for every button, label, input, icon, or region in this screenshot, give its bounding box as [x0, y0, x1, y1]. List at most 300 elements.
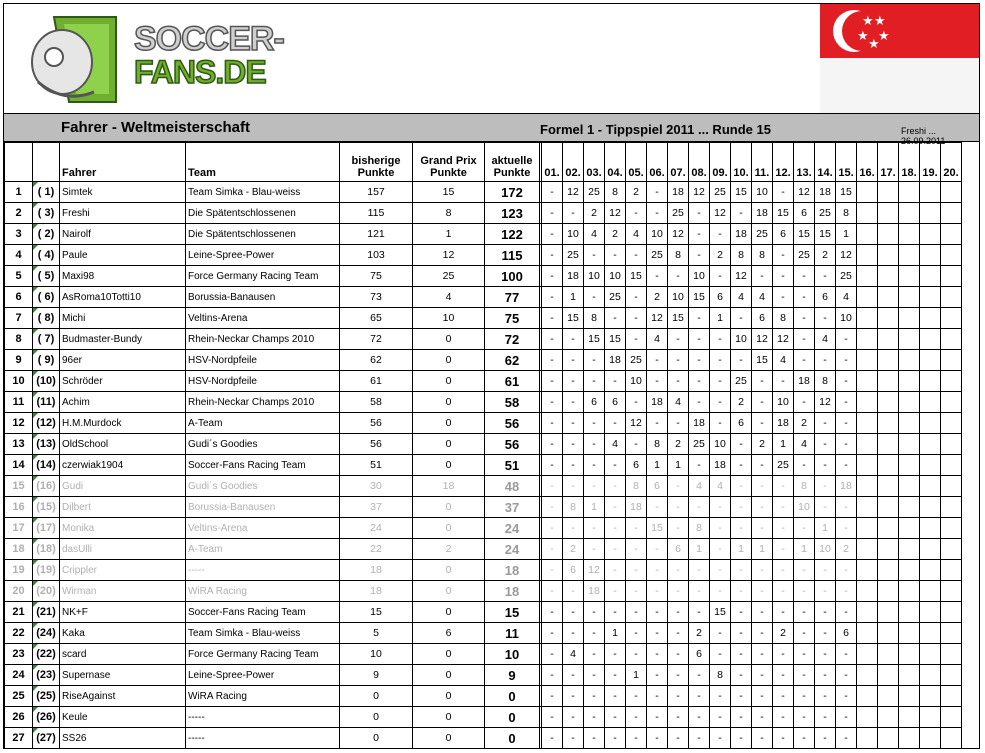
race-points-cell: - [605, 245, 626, 266]
race-points-cell: - [647, 350, 668, 371]
race-points-cell: - [752, 602, 773, 623]
race-points-cell: - [815, 434, 836, 455]
race-points-cell: - [752, 413, 773, 434]
race-points-cell [920, 203, 941, 224]
rank-cell: 26 [5, 707, 33, 728]
race-points-cell [941, 497, 962, 518]
team-cell: A-Team [186, 413, 340, 434]
race-points-cell: - [605, 581, 626, 602]
race-points-cell [878, 434, 899, 455]
race-points-cell: - [626, 392, 647, 413]
header-team: Team [186, 143, 340, 182]
race-points-cell: 12 [584, 560, 605, 581]
race-points-cell: 10 [563, 224, 584, 245]
race-points-cell: - [710, 560, 731, 581]
race-points-cell: - [668, 560, 689, 581]
driver-name-cell: OldSchool [60, 434, 186, 455]
grand-prix-points-cell: 0 [413, 665, 485, 686]
table-row [5, 455, 962, 476]
race-points-cell: - [647, 602, 668, 623]
grand-prix-points-cell: 12 [413, 245, 485, 266]
race-points-cell: - [794, 560, 815, 581]
race-points-cell: 4 [584, 224, 605, 245]
race-points-cell: - [689, 350, 710, 371]
header-bisherige: bisherige [351, 155, 401, 167]
race-points-cell [899, 413, 920, 434]
driver-name-cell: Paule [60, 245, 186, 266]
race-points-cell: - [731, 728, 752, 749]
team-cell: WiRA Racing [186, 581, 340, 602]
race-points-cell: - [773, 686, 794, 707]
race-points-cell [899, 455, 920, 476]
race-points-cell: - [563, 581, 584, 602]
race-points-cell: - [668, 602, 689, 623]
race-points-cell: - [836, 686, 857, 707]
race-points-cell [878, 413, 899, 434]
race-points-cell [899, 707, 920, 728]
rank-cell: 11 [5, 392, 33, 413]
race-points-cell: 25 [563, 245, 584, 266]
race-points-cell: 1 [773, 434, 794, 455]
race-points-cell [941, 287, 962, 308]
race-points-cell: 8 [773, 308, 794, 329]
race-points-cell: - [563, 455, 584, 476]
race-points-cell: 12 [710, 203, 731, 224]
previous-rank-cell: ( 5) [33, 266, 60, 287]
current-points-cell: 15 [485, 602, 540, 623]
rank-cell: 27 [5, 728, 33, 749]
race-points-cell: - [815, 707, 836, 728]
race-points-cell: - [668, 266, 689, 287]
race-points-cell: - [626, 644, 647, 665]
race-points-cell: 6 [689, 644, 710, 665]
race-points-cell: - [689, 728, 710, 749]
race-points-cell: - [794, 707, 815, 728]
table-row [5, 497, 962, 518]
race-points-cell: 2 [626, 182, 647, 203]
race-points-cell: 15 [668, 308, 689, 329]
rank-cell: 20 [5, 581, 33, 602]
race-points-cell: 2 [815, 245, 836, 266]
previous-points-cell: 61 [340, 371, 413, 392]
race-points-cell: 10 [647, 224, 668, 245]
race-points-cell: - [731, 560, 752, 581]
race-header: 13. [794, 143, 815, 182]
current-points-cell: 11 [485, 623, 540, 644]
rank-cell: 24 [5, 665, 33, 686]
race-points-cell: - [605, 539, 626, 560]
race-points-cell: - [584, 413, 605, 434]
team-cell: Leine-Spree-Power [186, 245, 340, 266]
team-cell: ----- [186, 707, 340, 728]
race-points-cell: - [794, 665, 815, 686]
team-cell: ----- [186, 728, 340, 749]
race-points-cell [920, 665, 941, 686]
race-points-cell: - [773, 182, 794, 203]
race-points-cell: 1 [626, 665, 647, 686]
race-points-cell [920, 287, 941, 308]
current-points-cell: 172 [485, 182, 540, 203]
svg-text:★: ★ [878, 29, 890, 44]
race-points-cell: - [647, 686, 668, 707]
race-points-cell: - [668, 350, 689, 371]
race-points-cell [899, 287, 920, 308]
current-points-cell: 10 [485, 644, 540, 665]
driver-name-cell: Wirman [60, 581, 186, 602]
team-cell: Die Spätentschlossenen [186, 203, 340, 224]
race-points-cell: - [731, 623, 752, 644]
race-points-cell: - [689, 707, 710, 728]
race-points-cell: - [584, 686, 605, 707]
race-points-cell: - [647, 644, 668, 665]
race-points-cell [857, 434, 878, 455]
race-points-cell [857, 686, 878, 707]
race-points-cell: - [626, 434, 647, 455]
race-points-cell: - [668, 623, 689, 644]
race-points-cell [899, 686, 920, 707]
previous-rank-cell: (12) [33, 413, 60, 434]
race-points-cell [899, 623, 920, 644]
race-points-cell: - [773, 245, 794, 266]
table-row [5, 203, 962, 224]
team-cell: Gudi´s Goodies [186, 476, 340, 497]
race-points-cell: - [563, 728, 584, 749]
race-points-cell: - [710, 350, 731, 371]
race-points-cell: - [542, 308, 563, 329]
rank-cell: 7 [5, 308, 33, 329]
current-points-cell: 77 [485, 287, 540, 308]
race-points-cell: - [668, 497, 689, 518]
race-points-cell: 18 [626, 497, 647, 518]
race-points-cell: 18 [752, 203, 773, 224]
race-points-cell [941, 182, 962, 203]
race-points-cell [878, 455, 899, 476]
race-points-cell: - [794, 581, 815, 602]
previous-rank-cell: (16) [33, 476, 60, 497]
race-points-cell: - [626, 581, 647, 602]
previous-points-cell: 0 [340, 707, 413, 728]
race-points-cell [941, 329, 962, 350]
table-row [5, 287, 962, 308]
race-points-cell [857, 539, 878, 560]
race-points-cell: - [647, 560, 668, 581]
rank-cell: 23 [5, 644, 33, 665]
svg-text:★: ★ [857, 29, 869, 44]
race-points-cell [878, 686, 899, 707]
team-cell: Veltins-Arena [186, 518, 340, 539]
race-points-cell [899, 266, 920, 287]
previous-points-cell: 73 [340, 287, 413, 308]
race-points-cell: 15 [794, 224, 815, 245]
race-points-cell [857, 665, 878, 686]
race-points-cell: - [710, 623, 731, 644]
race-points-cell [857, 392, 878, 413]
previous-rank-cell: ( 2) [33, 224, 60, 245]
race-points-cell [941, 392, 962, 413]
race-points-cell: - [668, 644, 689, 665]
current-points-cell: 61 [485, 371, 540, 392]
race-points-cell [941, 686, 962, 707]
previous-rank-cell: (27) [33, 728, 60, 749]
table-row [5, 728, 962, 749]
standings-body [5, 182, 962, 749]
grand-prix-points-cell: 0 [413, 413, 485, 434]
race-points-cell: - [584, 644, 605, 665]
race-points-cell: - [584, 455, 605, 476]
previous-rank-cell: (17) [33, 518, 60, 539]
race-points-cell: - [794, 455, 815, 476]
race-points-cell: - [647, 539, 668, 560]
race-points-cell: - [542, 602, 563, 623]
previous-rank-cell: (11) [33, 392, 60, 413]
race-points-cell: 2 [563, 539, 584, 560]
race-points-cell: - [710, 413, 731, 434]
race-points-cell: - [773, 497, 794, 518]
race-points-cell: 18 [647, 392, 668, 413]
race-points-cell: 8 [626, 476, 647, 497]
race-points-cell: - [542, 287, 563, 308]
race-points-cell: 10 [605, 266, 626, 287]
race-points-cell: - [731, 434, 752, 455]
race-points-cell: - [689, 497, 710, 518]
race-points-cell: 6 [836, 623, 857, 644]
team-cell: Rhein-Neckar Champs 2010 [186, 392, 340, 413]
race-points-cell: - [710, 497, 731, 518]
rank-cell: 10 [5, 371, 33, 392]
driver-name-cell: H.M.Murdock [60, 413, 186, 434]
race-points-cell: - [836, 728, 857, 749]
race-points-cell: 4 [752, 287, 773, 308]
team-cell: A-Team [186, 539, 340, 560]
race-points-cell [920, 392, 941, 413]
race-points-cell: - [563, 602, 584, 623]
race-points-cell: - [647, 623, 668, 644]
race-points-cell [857, 371, 878, 392]
race-points-cell: - [563, 665, 584, 686]
race-points-cell: - [815, 602, 836, 623]
race-points-cell: - [626, 329, 647, 350]
previous-points-cell: 30 [340, 476, 413, 497]
race-points-cell: 18 [584, 581, 605, 602]
race-points-cell: - [563, 686, 584, 707]
race-points-cell: - [542, 182, 563, 203]
race-points-cell: - [836, 644, 857, 665]
race-points-cell [899, 392, 920, 413]
race-points-cell [899, 539, 920, 560]
race-points-cell: 8 [815, 371, 836, 392]
race-points-cell: 25 [710, 182, 731, 203]
svg-text:★: ★ [862, 14, 874, 29]
race-points-cell [899, 350, 920, 371]
page-title: Fahrer - Weltmeisterschaft [61, 119, 250, 136]
race-points-cell: - [605, 518, 626, 539]
race-points-cell: - [752, 707, 773, 728]
race-points-cell: - [584, 539, 605, 560]
race-points-cell: - [773, 560, 794, 581]
race-points-cell [941, 539, 962, 560]
race-points-cell: - [794, 350, 815, 371]
race-points-cell [878, 497, 899, 518]
race-points-cell: - [689, 224, 710, 245]
current-points-cell: 9 [485, 665, 540, 686]
race-points-cell: 2 [752, 434, 773, 455]
previous-points-cell: 0 [340, 728, 413, 749]
race-points-cell: - [542, 245, 563, 266]
race-points-cell: 10 [689, 266, 710, 287]
rank-cell: 25 [5, 686, 33, 707]
race-points-cell: 1 [731, 539, 752, 560]
race-points-cell [941, 707, 962, 728]
race-points-cell: - [731, 665, 752, 686]
race-points-cell: - [605, 497, 626, 518]
race-header: 05. [626, 143, 647, 182]
race-points-cell [878, 350, 899, 371]
previous-points-cell: 15 [340, 602, 413, 623]
driver-name-cell: 96er [60, 350, 186, 371]
race-points-cell [878, 602, 899, 623]
grand-prix-points-cell: 0 [413, 560, 485, 581]
driver-name-cell: Schröder [60, 371, 186, 392]
race-points-cell [941, 455, 962, 476]
rank-cell: 12 [5, 413, 33, 434]
driver-name-cell: Supernase [60, 665, 186, 686]
race-points-cell: 2 [584, 203, 605, 224]
race-points-cell: 18 [605, 350, 626, 371]
race-points-cell: 1 [794, 539, 815, 560]
race-points-cell: - [752, 581, 773, 602]
header-fahrer: Fahrer [60, 143, 186, 182]
race-points-cell [857, 413, 878, 434]
race-points-cell [878, 392, 899, 413]
previous-rank-cell: ( 7) [33, 329, 60, 350]
race-points-cell [899, 644, 920, 665]
race-points-cell [878, 224, 899, 245]
race-points-cell: 4 [647, 329, 668, 350]
driver-name-cell: dasUlli [60, 539, 186, 560]
team-cell: Gudi´s Goodies [186, 434, 340, 455]
team-cell: Soccer-Fans Racing Team [186, 602, 340, 623]
race-points-cell: 4 [563, 644, 584, 665]
race-points-cell: 10 [668, 287, 689, 308]
grand-prix-points-cell: 0 [413, 329, 485, 350]
race-points-cell: 18 [815, 182, 836, 203]
race-header: 06. [647, 143, 668, 182]
previous-points-cell: 121 [340, 224, 413, 245]
race-points-cell [899, 728, 920, 749]
race-points-cell: - [815, 560, 836, 581]
rank-cell: 15 [5, 476, 33, 497]
rank-cell: 14 [5, 455, 33, 476]
race-points-cell: - [605, 686, 626, 707]
race-points-cell: 10 [815, 539, 836, 560]
rank-cell: 5 [5, 266, 33, 287]
race-points-cell: - [584, 602, 605, 623]
race-points-cell: 2 [836, 539, 857, 560]
race-points-cell [920, 413, 941, 434]
race-points-cell: - [815, 497, 836, 518]
driver-name-cell: RiseAgainst [60, 686, 186, 707]
driver-name-cell: Gudi [60, 476, 186, 497]
race-header: 01. [542, 143, 563, 182]
race-points-cell [920, 266, 941, 287]
race-points-cell: - [563, 476, 584, 497]
race-points-cell: - [752, 623, 773, 644]
race-points-cell: - [794, 686, 815, 707]
title-bar [4, 114, 979, 146]
grand-prix-points-cell: 8 [413, 203, 485, 224]
race-points-cell: - [605, 308, 626, 329]
race-points-cell [920, 707, 941, 728]
race-points-cell: 25 [626, 350, 647, 371]
race-points-cell [920, 644, 941, 665]
race-points-cell: 6 [584, 392, 605, 413]
team-cell: Team Simka - Blau-weiss [186, 623, 340, 644]
race-points-cell: - [584, 350, 605, 371]
grand-prix-points-cell: 25 [413, 266, 485, 287]
race-points-cell [899, 560, 920, 581]
previous-rank-cell: (19) [33, 560, 60, 581]
race-points-cell: 4 [689, 476, 710, 497]
race-points-cell [857, 329, 878, 350]
race-header: 20. [941, 143, 962, 182]
team-cell: Soccer-Fans Racing Team [186, 455, 340, 476]
race-points-cell: - [836, 371, 857, 392]
page-header [4, 4, 979, 114]
race-points-cell: 1 [563, 287, 584, 308]
current-points-cell: 18 [485, 581, 540, 602]
race-points-cell [899, 581, 920, 602]
race-points-cell: 18 [668, 182, 689, 203]
race-points-cell [941, 518, 962, 539]
race-points-cell: - [752, 476, 773, 497]
race-points-cell: - [668, 413, 689, 434]
race-points-cell: - [710, 224, 731, 245]
race-points-cell [920, 581, 941, 602]
race-points-cell: - [836, 497, 857, 518]
race-points-cell: - [647, 371, 668, 392]
race-points-cell [857, 602, 878, 623]
race-points-cell: - [584, 434, 605, 455]
driver-name-cell: Freshi [60, 203, 186, 224]
previous-points-cell: 51 [340, 455, 413, 476]
race-header: 09. [710, 143, 731, 182]
race-points-cell [941, 413, 962, 434]
race-header: 02. [563, 143, 584, 182]
previous-points-cell: 72 [340, 329, 413, 350]
race-points-cell: - [815, 644, 836, 665]
current-points-cell: 123 [485, 203, 540, 224]
grand-prix-points-cell: 6 [413, 623, 485, 644]
race-points-cell: 25 [794, 245, 815, 266]
race-points-cell: - [668, 707, 689, 728]
race-points-cell [878, 623, 899, 644]
race-points-cell: - [542, 707, 563, 728]
race-points-cell: 4 [794, 434, 815, 455]
race-points-cell: 18 [689, 413, 710, 434]
rank-cell: 18 [5, 539, 33, 560]
driver-name-cell: AsRoma10Totti10 [60, 287, 186, 308]
race-points-cell: - [542, 434, 563, 455]
driver-name-cell: Keule [60, 707, 186, 728]
race-points-cell: 8 [836, 203, 857, 224]
previous-points-cell: 10 [340, 644, 413, 665]
race-points-cell: 10 [752, 182, 773, 203]
race-header: 15. [836, 143, 857, 182]
grand-prix-points-cell: 0 [413, 518, 485, 539]
race-points-cell: 25 [752, 224, 773, 245]
race-points-cell: - [626, 728, 647, 749]
driver-name-cell: SS26 [60, 728, 186, 749]
